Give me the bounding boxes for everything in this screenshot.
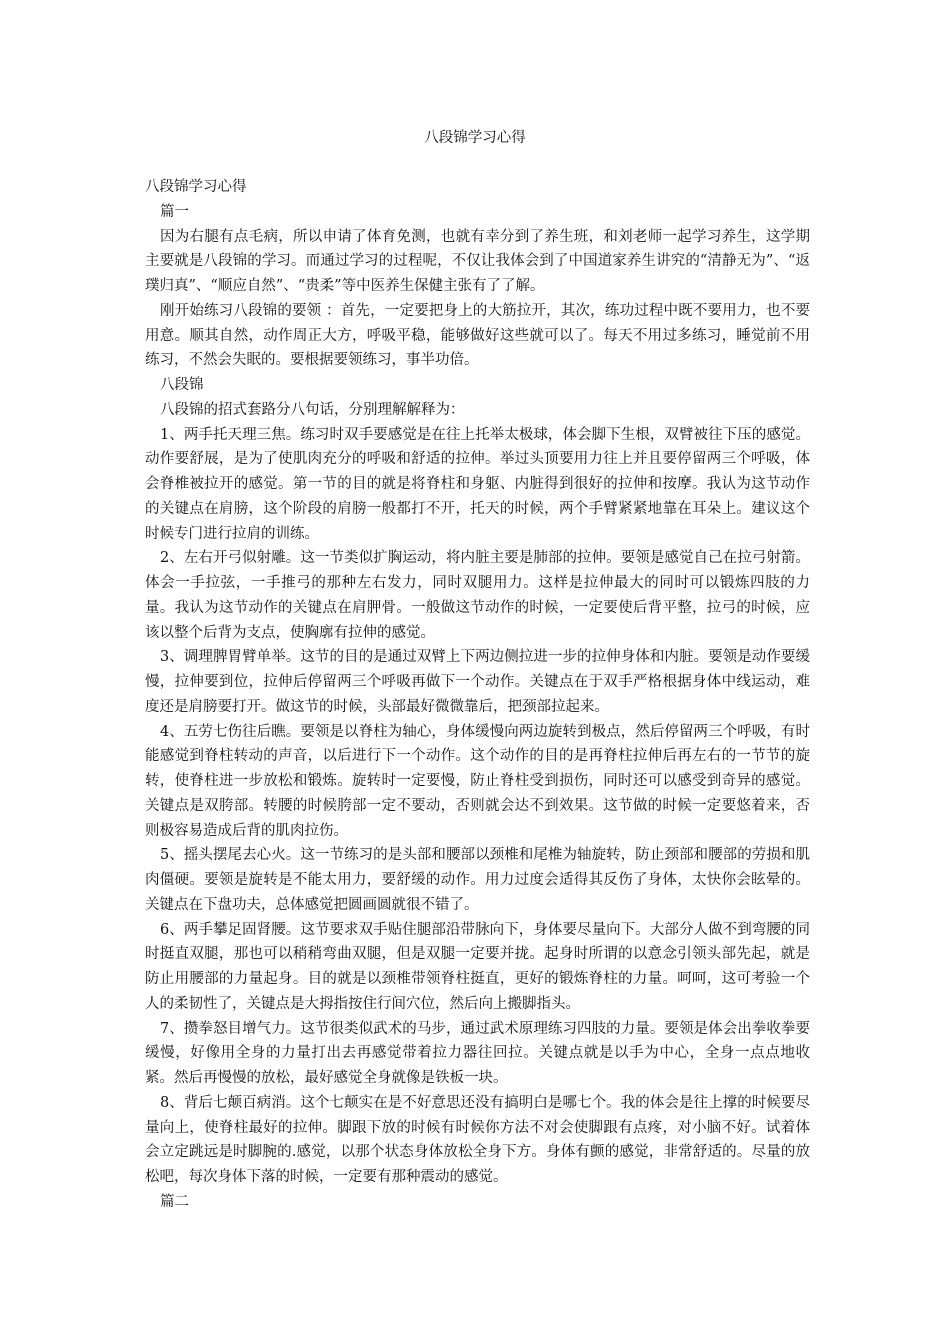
paragraph-move-6: 6、两手攀足固肾腰。这节要求双手贴住腿部沿带脉向下，身体要尽量向下。大部分人做不到弯腰的同时挺直双腿，那也可以稍稍弯曲双腿，但是双腿一定要并拢。起身时所谓的以意念引领头部先起，就是防止用腰部的力量起身。目的就是以颈椎带领脊柱挺直，更好的锻炼脊柱的力量。呵呵，这可考验一个人的柔韧性了，关键点是大拇指按住行间穴位，然后向上搬脚指头。	[145, 921, 810, 1012]
subheading-baduanjin: 八段锦	[160, 377, 204, 393]
paragraph-overview: 八段锦的招式套路分八句话，分别理解解释为：	[160, 401, 465, 418]
paragraph-move-3: 3、调理脾胃臂单举。这节的目的是通过双臂上下两边侧拉进一步的拉伸身体和内脏。要领是动作要缓慢，拉伸要到位，拉伸后停留两三个呼吸再做下一个动作。关键点在于双手严格根据身体中线运动，难度还是肩膀要打开。做这节的时候，头部最好微微靠后，把颈部拉起来。	[145, 649, 810, 715]
article-heading: 八段锦学习心得	[145, 179, 247, 195]
paragraph-intro: 因为右腿有点毛病，所以申请了体育免测，也就有幸分到了养生班，和刘老师一起学习养生，这学期主要就是八段锦的学习。而通过学习的过程呢，不仅让我体会到了中国道家养生讲究的“清静无为”、“返璞归真”、“顺应自然”、“贵柔”等中医养生保健主张有了了解。	[145, 228, 810, 294]
document-title: 八段锦学习心得	[424, 130, 526, 146]
paragraph-move-1: 1、两手托天理三焦。练习时双手要感觉是在往上托举太极球，体会脚下生根，双臂被往下压的感觉。动作要舒展，是为了使肌肉充分的呼吸和舒适的拉伸。举过头顶要用力往上并且要停留两三个呼吸，体会脊椎被拉开的感觉。第一节的目的就是将脊柱和身躯、内脏得到很好的拉伸和按摩。我认为这节动作的关键点在肩膀，这个阶段的肩膀一般都打不开，托天的时候，两个手臂紧紧地靠在耳朵上。建议这个时候专门进行拉肩的训练。	[145, 426, 810, 542]
section-label-part-one: 篇一	[160, 203, 189, 220]
paragraph-move-7: 7、攒拳怒目增气力。这节很类似武术的马步，通过武术原理练习四肢的力量。要领是体会出拳收拳要缓慢，好像用全身的力量打出去再感觉带着拉力器往回拉。关键点就是以手为中心，全身一点点地收紧。然后再慢慢的放松，最好感觉全身就像是铁板一块。	[145, 1020, 810, 1086]
paragraph-move-5: 5、摇头摆尾去心火。这一节练习的是头部和腰部以颈椎和尾椎为轴旋转，防止颈部和腰部的劳损和肌肉僵硬。要领是旋转是不能太用力，要舒缓的动作。用力过度会适得其反伤了身体，太快你会眩晕的。关键点在下盘功夫，总体感觉把圆画圆就很不错了。	[145, 847, 810, 913]
document-body	[145, 175, 810, 1215]
paragraph-essentials: 刚开始练习八段锦的要领 ：首先，一定要把身上的大筋拉开，其次，练功过程中既不要用力，也不要用意。顺其自然，动作周正大方，呼吸平稳，能够做好这些就可以了。每天不用过多练习，睡觉前不用练习，不然会失眠的。要根据要领练习，事半功倍。	[145, 302, 810, 369]
paragraph-move-2: 2、左右开弓似射雕。这一节类似扩胸运动，将内脏主要是肺部的拉伸。要领是感觉自己在拉弓射箭。体会一手拉弦，一手推弓的那种左右发力，同时双腿用力。这样是拉伸最大的同时可以锻炼四肢的力量。我认为这节动作的关键点在肩胛骨。一般做这节动作的时候，一定要使后背平整，拉弓的时候，应该以整个后背为支点，使胸廓有拉伸的感觉。	[145, 550, 810, 641]
paragraph-move-8: 8、背后七颠百病消。这个七颠实在是不好意思还没有搞明白是哪七个。我的体会是往上撑的时候要尽量向上，使脊柱最好的拉伸。脚跟下放的时候有时候你方法不对会使脚跟有点疼，对小脑不好。试着体会立定跳远是时脚腕的.感觉，以那个状态身体放松全身下方。身体有颤的感觉，非常舒适的。尽量的放松吧，每次身体下落的时候，一定要有那种震动的感觉。	[145, 1094, 810, 1185]
section-label-part-two: 篇二	[160, 1193, 189, 1210]
paragraph-move-4: 4、五劳七伤往后瞧。要领是以脊柱为轴心，身体缓慢向两边旋转到极点，然后停留两三个呼吸，有时能感觉到脊柱转动的声音，以后进行下一个动作。这个动作的目的是再脊柱拉伸后再左右的一节节的旋转，使脊柱进一步放松和锻炼。旋转时一定要慢，防止脊柱受到损伤，同时还可以感受到奇异的感觉。关键点是双胯部。转腰的时候胯部一定不要动，否则就会达不到效果。这节做的时候一定要悠着来，否则极容易造成后背的肌肉拉伤。	[145, 723, 810, 839]
